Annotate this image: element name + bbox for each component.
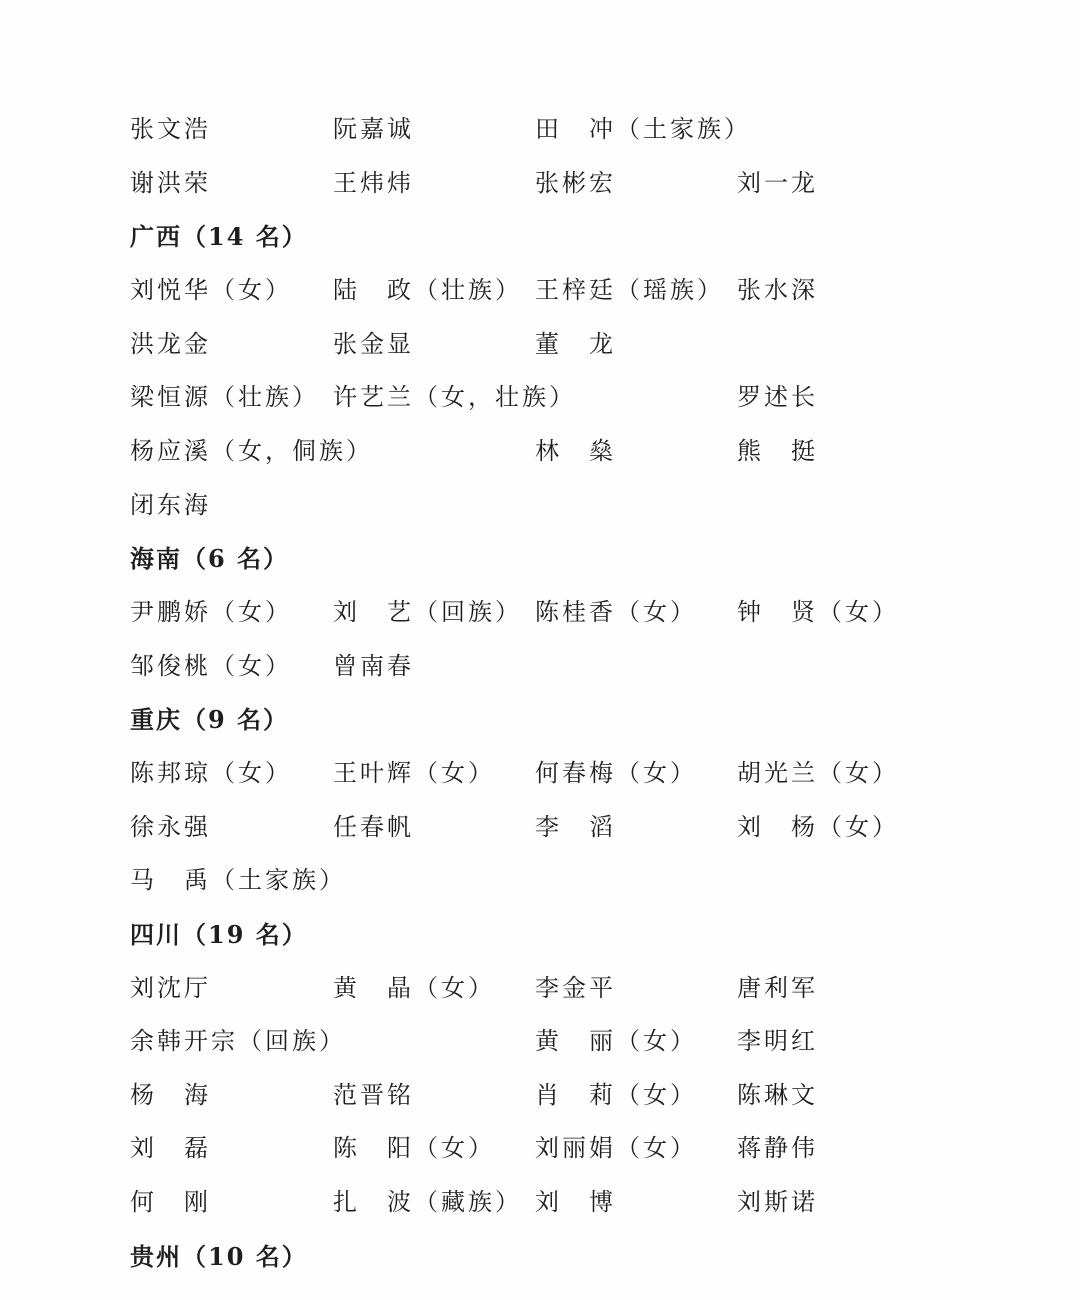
name-entry: 刘 艺（回族）: [333, 597, 522, 626]
name-row: [130, 1069, 1030, 1123]
name-entry: 梁恒源（壮族）: [130, 383, 319, 412]
name-row: [130, 1122, 1030, 1176]
name-entry: 张水深: [737, 275, 818, 304]
region-heading: 贵州（10 名）: [130, 1241, 308, 1271]
name-row: [130, 586, 1030, 640]
name-row: [130, 264, 1030, 318]
name-entry: 陈琳文: [737, 1080, 818, 1109]
name-entry: 王梓廷（瑶族）: [535, 275, 724, 304]
name-entry: 胡光兰（女）: [737, 758, 899, 787]
name-row: [130, 962, 1030, 1016]
region-heading: 广西（14 名）: [130, 222, 308, 252]
name-entry: 王炜炜: [333, 168, 414, 197]
name-entry: 刘 博: [535, 1188, 616, 1217]
name-entry: 余韩开宗（回族）: [130, 1027, 346, 1056]
name-entry: 何春梅（女）: [535, 758, 697, 787]
name-entry: 张彬宏: [535, 168, 616, 197]
name-entry: 陈 阳（女）: [333, 1134, 495, 1163]
name-entry: 邹俊桃（女）: [130, 651, 292, 680]
region-heading: 重庆（9 名）: [130, 705, 290, 735]
name-list: [130, 103, 1030, 1283]
name-entry: 马 禹（土家族）: [130, 866, 346, 895]
name-entry: 闭东海: [130, 490, 211, 519]
name-entry: 尹鹏娇（女）: [130, 597, 292, 626]
name-entry: 李明红: [737, 1027, 818, 1056]
name-entry: 徐永强: [130, 812, 211, 841]
name-entry: 黄 晶（女）: [333, 973, 495, 1002]
name-entry: 张文浩: [130, 115, 211, 143]
name-entry: 罗述长: [737, 383, 818, 412]
name-entry: 刘沈厅: [130, 973, 211, 1002]
name-entry: 刘 磊: [130, 1134, 211, 1163]
region-heading: 四川（19 名）: [130, 919, 308, 949]
name-entry: 李金平: [535, 973, 616, 1002]
region-heading: 海南（6 名）: [130, 544, 290, 574]
name-entry: 林 燊: [535, 436, 616, 465]
name-entry: 许艺兰（女，壮族）: [333, 383, 576, 412]
name-entry: 董 龙: [535, 329, 616, 358]
name-entry: 刘 杨（女）: [737, 812, 899, 841]
name-entry: 熊 挺: [737, 436, 818, 465]
name-row: [130, 318, 1030, 372]
name-entry: 陈邦琼（女）: [130, 758, 292, 787]
name-entry: 洪龙金: [130, 329, 211, 358]
name-row: [130, 371, 1030, 425]
name-entry: 曾南春: [333, 651, 414, 680]
name-row: [130, 747, 1030, 801]
name-row: [130, 103, 1030, 157]
name-row: [130, 854, 1030, 908]
name-entry: 刘一龙: [737, 168, 818, 197]
name-row: [130, 1176, 1030, 1230]
name-entry: 阮嘉诚: [333, 115, 414, 143]
name-row: [130, 479, 1030, 533]
name-entry: 谢洪荣: [130, 168, 211, 197]
name-entry: 陆 政（壮族）: [333, 275, 522, 304]
name-entry: 刘斯诺: [737, 1188, 818, 1217]
name-entry: 刘悦华（女）: [130, 275, 292, 304]
name-entry: 肖 莉（女）: [535, 1080, 697, 1109]
name-row: [130, 425, 1030, 479]
name-row: [130, 157, 1030, 211]
name-entry: 黄 丽（女）: [535, 1027, 697, 1056]
name-row: [130, 801, 1030, 855]
name-entry: 刘丽娟（女）: [535, 1134, 697, 1163]
name-row: [130, 640, 1030, 694]
name-entry: 扎 波（藏族）: [333, 1188, 522, 1217]
name-entry: 范晋铭: [333, 1080, 414, 1109]
name-entry: 杨应溪（女，侗族）: [130, 436, 373, 465]
name-entry: 陈桂香（女）: [535, 597, 697, 626]
name-entry: 张金显: [333, 329, 414, 358]
name-entry: 钟 贤（女）: [737, 597, 899, 626]
name-entry: 李 滔: [535, 812, 616, 841]
name-entry: 杨 海: [130, 1080, 211, 1109]
name-entry: 唐利军: [737, 973, 818, 1002]
name-entry: 蒋静伟: [737, 1134, 818, 1163]
name-entry: 任春帆: [333, 812, 414, 841]
name-row: [130, 1015, 1030, 1069]
name-entry: 田 冲（土家族）: [535, 115, 751, 143]
name-entry: 何 刚: [130, 1188, 211, 1217]
name-entry: 王叶辉（女）: [333, 758, 495, 787]
